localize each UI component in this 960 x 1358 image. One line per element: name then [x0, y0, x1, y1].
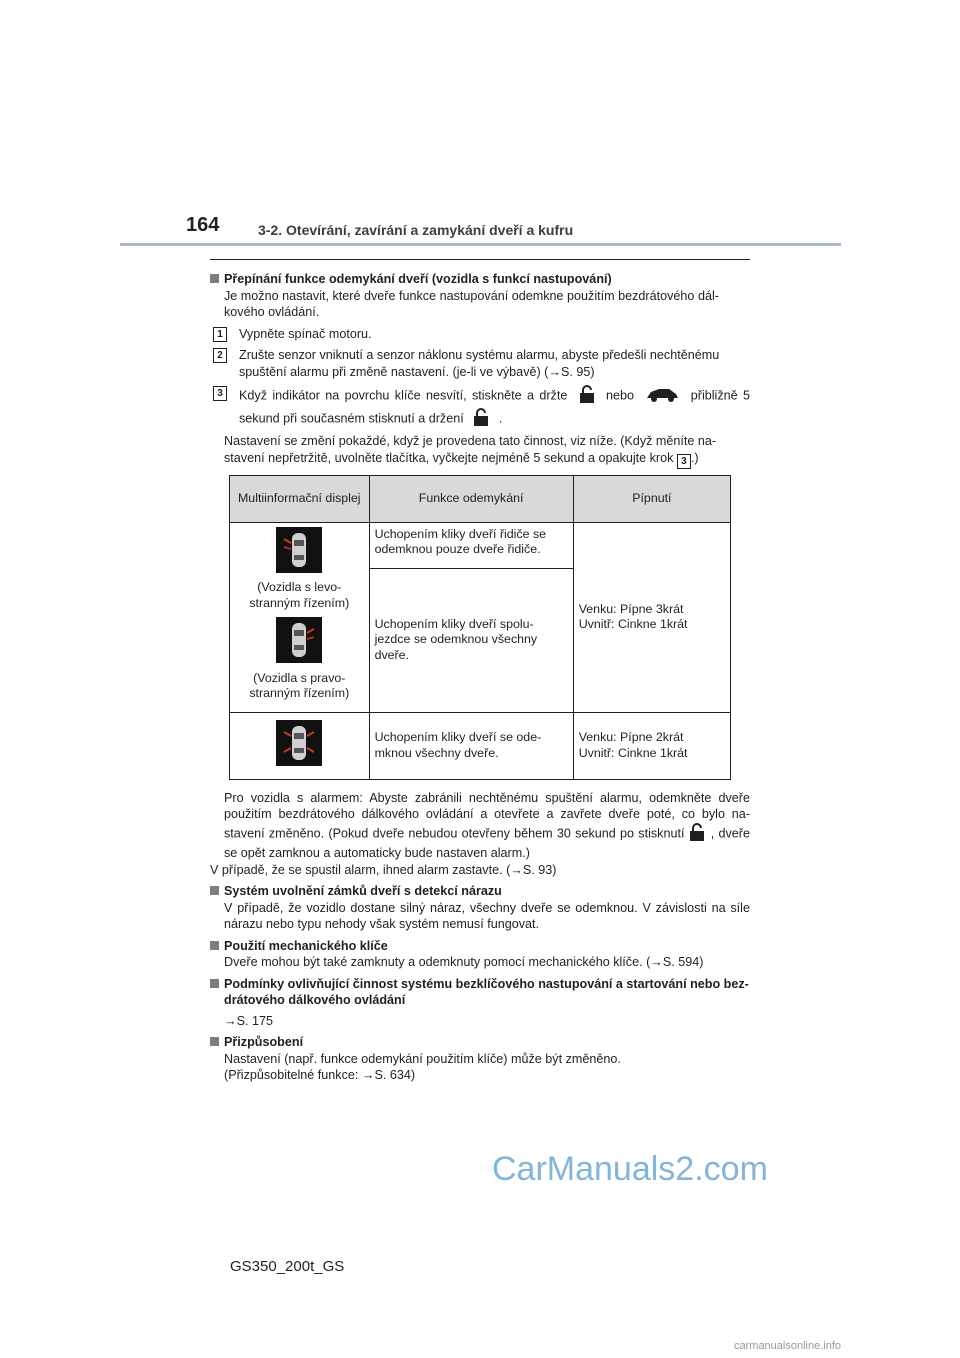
table-header-row — [230, 475, 731, 522]
unlock-function-cell: Uchopením kliky dveří spolu-jezdce se odemknou všechny dveře. — [369, 568, 573, 712]
display-cell — [230, 522, 370, 712]
section-title: 3-2. Otevírání, zavírání a zamykání dveří a kufru — [258, 222, 574, 238]
customization-ref: (Přizpůsobitelné funkce: →S. 634) — [224, 1068, 416, 1082]
step-ref: 3 — [677, 454, 691, 469]
watermark-text: CarManuals2.com — [492, 1150, 768, 1188]
table-row — [230, 712, 731, 779]
beep-cell: Venku: Pípne 3krát Uvnitř: Cinkne 1krát — [573, 522, 730, 712]
car-trunk-icon — [645, 386, 679, 407]
page-content — [210, 266, 750, 1084]
content-top-rule — [210, 259, 750, 260]
car-door-display-icon — [235, 527, 364, 578]
lock-icon — [579, 385, 595, 408]
unlock-function-cell: Uchopením kliky dveří se ode-mknou všechny dveře. — [369, 712, 573, 779]
step-number: 1 — [213, 327, 227, 342]
header-rule — [120, 243, 841, 246]
table-header: Multiinformační displej — [230, 475, 370, 522]
footer-model: GS350_200t_GS — [230, 1258, 345, 1275]
bullet-square-icon — [210, 274, 219, 283]
page-number: 164 — [186, 214, 220, 236]
mechanical-key-body: Dveře mohou být také zamknuty a odemknuty pomocí mechanického klíče. (→S. 594) — [224, 955, 704, 969]
customization-body: Nastavení (např. funkce odemykání použitím klíče) může být změněno. — [224, 1051, 621, 1066]
bullet-square-icon — [210, 1037, 219, 1046]
unlock-function-table — [229, 475, 731, 780]
display-cell — [230, 712, 370, 779]
step-2: 2 Zrušte senzor vniknutí a senzor náklonu systému alarmu, abyste předešli nechtěnému spuštění alarmu při změně nastavení. (je-li ve výbavě) (→S. 95) — [210, 347, 750, 380]
bullet-square-icon — [210, 941, 219, 950]
lock-icon — [689, 823, 705, 846]
crash-unlock-body: V případě, že vozidlo dostane silný náraz, všechny dveře se odemknou. V závislosti na síle nárazu nebo typu nehody však systém nemusí fungovat. — [224, 900, 750, 931]
section-heading-unlock-switch: Přepínání funkce odemykání dveří (vozidla s funkcí nastupování) — [210, 271, 750, 288]
step-number: 2 — [213, 348, 227, 363]
step-3: 3 Když indikátor na povrchu klíče nesvítí, stiskněte a držte nebo přibližně 5 sekund při současném stisknutí a držení . — [210, 385, 750, 430]
lock-icon — [473, 408, 489, 431]
display-caption: (Vozidla s levo-stranným řízením) — [249, 580, 350, 610]
car-door-display-icon — [235, 720, 364, 771]
car-door-display-icon — [235, 617, 364, 668]
display-caption: (Vozidla s pravo-stranným řízením) — [249, 670, 350, 700]
section-heading-mechanical-key: Použití mechanického klíče — [210, 938, 750, 955]
step-1: 1 Vypněte spínač motoru. — [210, 326, 750, 343]
table-row — [230, 522, 731, 568]
unlock-function-cell: Uchopením kliky dveří řidiče se odemknou pouze dveře řidiče. — [369, 522, 573, 568]
table-header: Pípnutí — [573, 475, 730, 522]
bullet-square-icon — [210, 979, 219, 988]
step-number: 3 — [213, 386, 227, 401]
section-heading-conditions: Podmínky ovlivňující činnost systému bezklíčového nastupování a startování nebo bez-drátového dálkového ovládání — [210, 976, 750, 1009]
bottom-logo-text: carmanualsonline.info — [734, 1340, 842, 1352]
conditions-body: →S. 175 — [224, 1013, 274, 1028]
settings-note: Nastavení se změní pokaždé, když je provedena tato činnost, viz níže. (Když měníte na-stavení nepřetržitě, uvolněte tlačítka, vyčkejte nejméně 5 sekund a opakujte krok 3 .) — [224, 434, 717, 467]
alarm-note: Pro vozidla s alarmem: Abyste zabránili nechtěnému spuštění alarmu, odemkněte dveře použitím bezdrátového dálkového ovládání a otevřete a zavřete dveře poté, co bylo na-stavení změněno. (Pokud dveře nebudou otevřeny během 30 sekund po stisknutí , dveře se opět zamknou a automaticky bude nastaven alarm.) — [224, 790, 751, 860]
section-heading-crash-unlock: Systém uvolnění zámků dveří s detekcí nárazu — [210, 883, 750, 900]
section-intro: Je možno nastavit, které dveře funkce nastupování odemkne použitím bezdrátového dál-kového ovládání. — [224, 288, 719, 319]
table-header: Funkce odemykání — [369, 475, 573, 522]
alarm-stop-note: V případě, že se spustil alarm, ihned alarm zastavte. (→S. 93) — [210, 862, 557, 877]
bullet-square-icon — [210, 886, 219, 895]
section-heading-customization: Přizpůsobení — [210, 1034, 750, 1051]
beep-cell: Venku: Pípne 2krát Uvnitř: Cinkne 1krát — [573, 712, 730, 779]
